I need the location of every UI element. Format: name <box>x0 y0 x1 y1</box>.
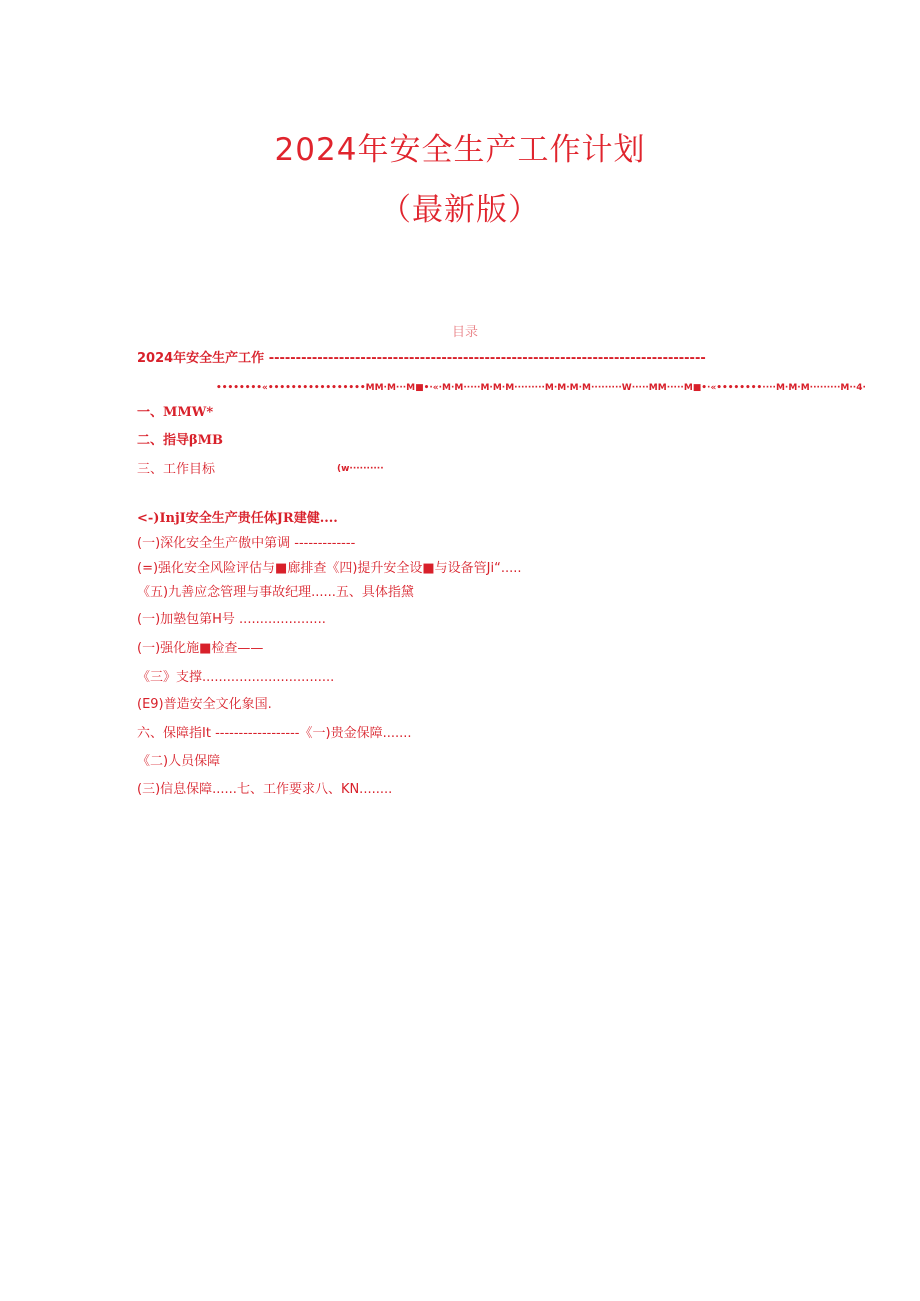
toc-entry-text: (三)信息保障......七、工作要求八、KN........ <box>137 782 393 797</box>
toc-entry[interactable] <box>137 754 220 770</box>
toc-entry[interactable] <box>137 561 522 577</box>
toc-entry-text: 三、工作目标 <box>137 462 216 477</box>
toc-entry-text: 《五)九善应念管理与事故纪理......五、具体指黛 <box>137 585 414 600</box>
toc-entry-text: 二、指导βMB <box>137 433 224 448</box>
toc-heading: 目录 <box>451 325 478 340</box>
document-title: 2024年安全生产工作计划 <box>274 132 646 168</box>
toc-entry-text: 一、MMW* <box>137 405 214 420</box>
toc-entry-text: ••••••••«•••••••••••••••••MM·M···M■•·«·M·M·····M·M·M·········M·M·M·M·········W·····MM·····M■•·«••••••••····M·M·M·········M··4· <box>216 383 866 393</box>
toc-entry-text: 《二)人员保障 <box>137 754 221 769</box>
toc-entry[interactable] <box>137 462 215 478</box>
toc-entry[interactable] <box>137 670 334 686</box>
toc-entry[interactable] <box>137 782 392 798</box>
toc-entry[interactable] <box>137 536 355 552</box>
toc-entry-text: 2024年安全生产工作 --------------------------------------------------------------------------------- <box>137 351 706 366</box>
toc-entry-text: (一)加塾包第H号 ..................... <box>137 612 326 627</box>
toc-entry[interactable] <box>337 461 384 477</box>
document-subtitle: （最新版） <box>380 192 540 228</box>
toc-entry[interactable] <box>137 511 338 527</box>
toc-entry-text: (一)强化施■检查—— <box>137 641 264 656</box>
toc-entry[interactable] <box>137 433 223 449</box>
toc-entry[interactable] <box>137 697 272 713</box>
toc-entry[interactable] <box>137 612 326 628</box>
toc-entry-text: (=)强化安全风险评估与■廊排查《四)提升安全设■与设备管Ji“..... <box>137 561 522 576</box>
toc-entry-text: <-)InjI安全生产贵任体JR建健.... <box>137 511 338 526</box>
toc-entry-text: (E9)普造安全文化象国. <box>137 697 272 712</box>
toc-entry-text: (w·········· <box>337 464 384 474</box>
toc-entry[interactable] <box>216 380 866 396</box>
toc-entry[interactable] <box>137 351 706 367</box>
toc-entry[interactable] <box>137 405 213 421</box>
toc-entry[interactable] <box>137 641 263 657</box>
toc-entry-text: (一)深化安全生产傲中第调 ------------- <box>137 536 356 551</box>
toc-entry-text: 六、保障指It ------------------《一)贵金保障....... <box>137 726 412 741</box>
toc-entry-text: 《三》支撑................................ <box>137 670 335 685</box>
toc-entry[interactable] <box>137 585 414 601</box>
toc-entry[interactable] <box>137 726 412 742</box>
